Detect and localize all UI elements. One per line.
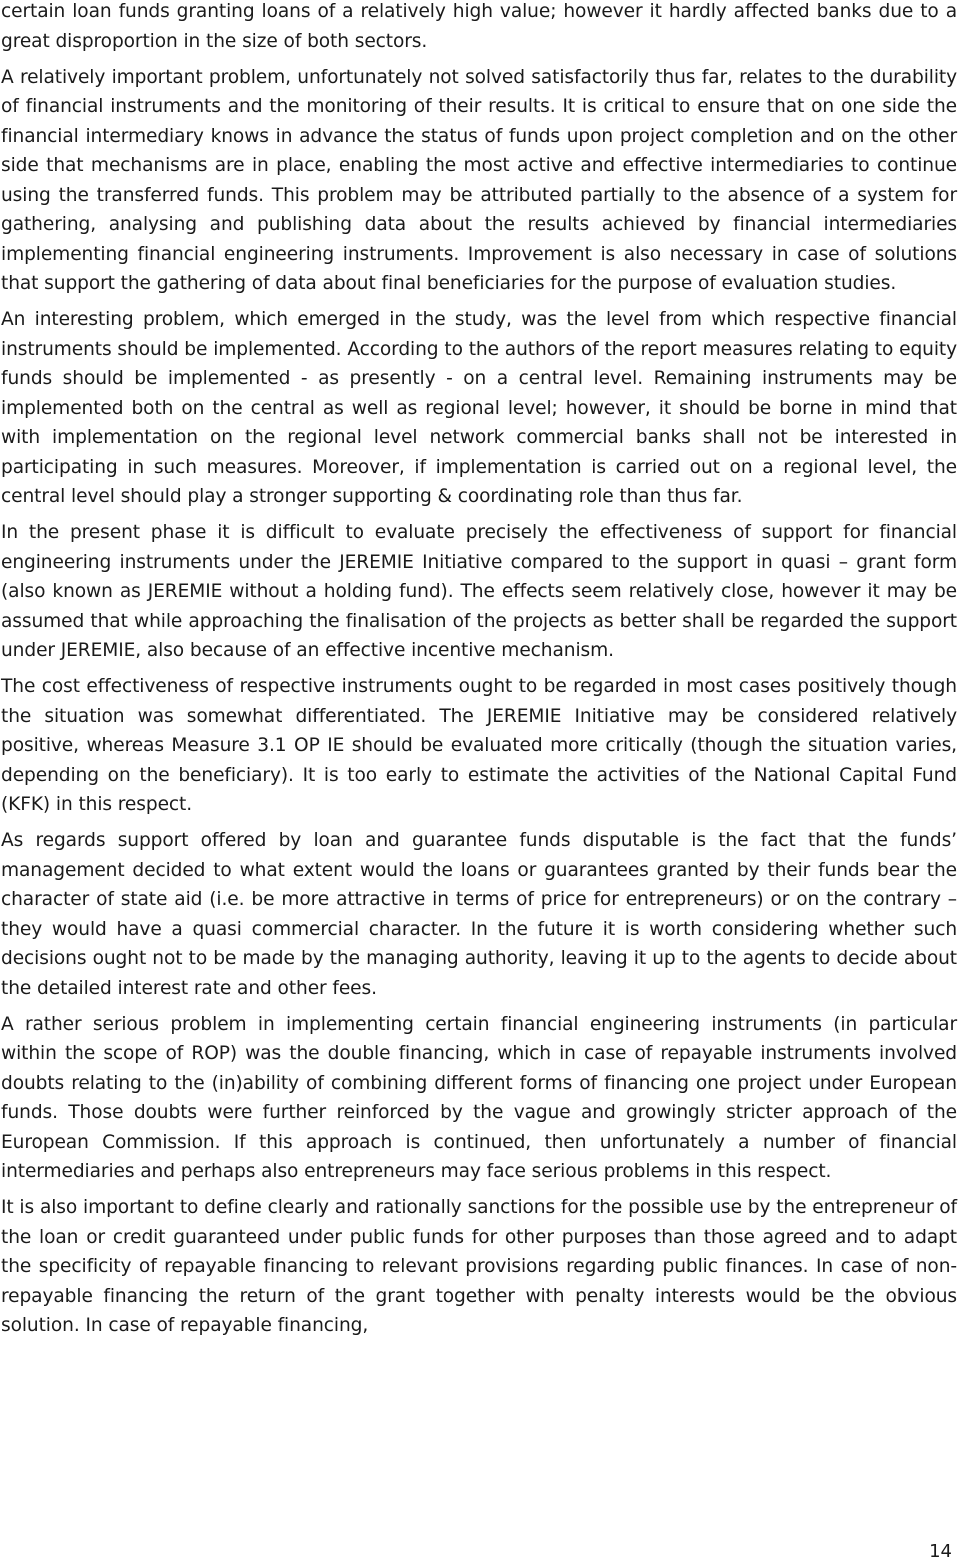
paragraph-5: The cost effectiveness of respective instruments ought to be regarded in most cases positively though the situation was somewhat differentiated. The JEREMIE Initiative may be considered relatively positive, whereas Measure 3.1 OP IE should be evaluated more critically (though the situation varies, depending on the beneficiary). It is too early to estimate the activities of the National Capital Fund (KFK) in this respect. <box>1 676 957 815</box>
paragraph-4: In the present phase it is difficult to evaluate precisely the effectiveness of support for financial engineering instruments under the JEREMIE Initiative compared to the support in quasi – grant form (also known as JEREMIE without a holding fund). The effects seem relatively close, however it may be assumed that while approaching the finalisation of the projects as better shall be regarded the support under JEREMIE, also because of an effective incentive mechanism. <box>1 522 957 661</box>
paragraph-1: certain loan funds granting loans of a relatively high value; however it hardly affected banks due to a great disproportion in the size of both sectors. <box>1 1 957 52</box>
paragraph-6: As regards support offered by loan and guarantee funds disputable is the fact that the funds’ management decided to what extent would the loans or guarantees granted by their funds bear the character of state aid (i.e. be more attractive in terms of price for entrepreneurs) or on the contrary – they would have a quasi commercial character. In the future it is worth considering whether such decisions ought not to be made by the managing authority, leaving it up to the agents to decide about the detailed interest rate and other fees. <box>1 830 957 999</box>
paragraph-2: A relatively important problem, unfortunately not solved satisfactorily thus far, relates to the durability of financial instruments and the monitoring of their results. It is critical to ensure that on one side the financial intermediary knows in advance the status of funds upon project completion and on the other side that mechanisms are in place, enabling the most active and effective intermediaries to continue using the transferred funds. This problem may be attributed partially to the absence of a system for gathering, analysing and publishing data about the results achieved by financial intermediaries implementing financial engineering instruments. Improvement is also necessary in case of solutions that support the gathering of data about final beneficiaries for the purpose of evaluation studies. <box>1 66 957 294</box>
document-page <box>1 0 957 1347</box>
paragraph-8: It is also important to define clearly and rationally sanctions for the possible use by the entrepreneur of the loan or credit guaranteed under public funds for other purposes than those agreed and to adapt the specificity of repayable financing to relevant provisions regarding public finances. In case of non-repayable financing the return of the grant together with penalty interests would be the obvious solution. In case of repayable financing, <box>1 1197 957 1336</box>
paragraph-7: A rather serious problem in implementing certain financial engineering instruments (in particular within the scope of ROP) was the double financing, which in case of repayable instruments involved doubts relating to the (in)ability of combining different forms of financing one project under European funds. Those doubts were further reinforced by the vague and growingly stricter approach of the European Commission. If this approach is continued, then unfortunately a number of financial intermediaries and perhaps also entrepreneurs may face serious problems in this respect. <box>1 1013 957 1182</box>
paragraph-3: An interesting problem, which emerged in the study, was the level from which respective financial instruments should be implemented. According to the authors of the report measures relating to equity funds should be implemented - as presently - on a central level. Remaining instruments may be implemented both on the central as well as regional level; however, it should be borne in mind that with implementation on the regional level network commercial banks shall not be interested in participating in such measures. Moreover, if implementation is carried out on a regional level, the central level should play a stronger supporting & coordinating role than thus far. <box>1 309 957 507</box>
page-number: 14 <box>929 1541 952 1562</box>
